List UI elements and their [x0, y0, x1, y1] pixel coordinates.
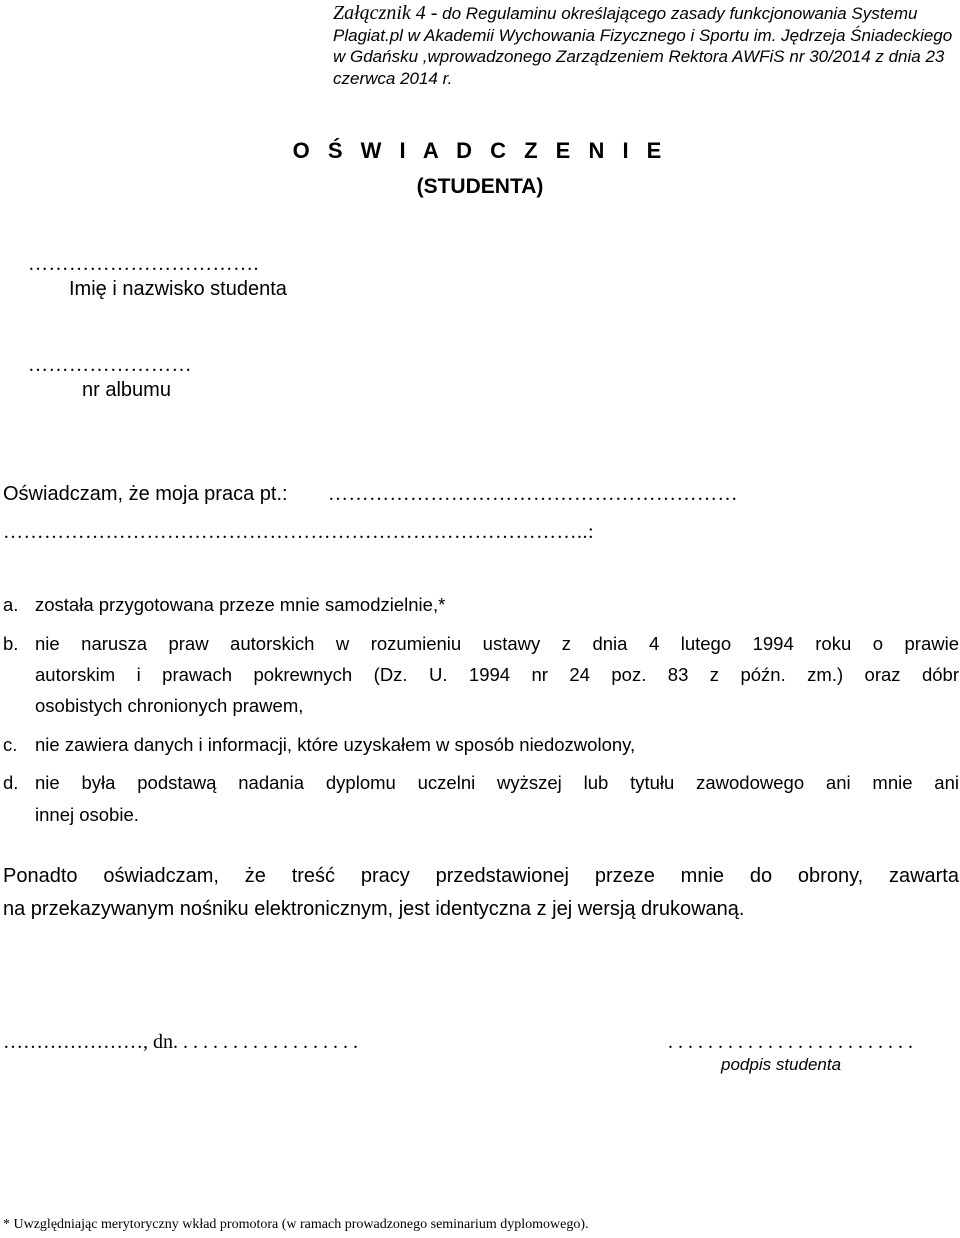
- item-c-marker: c.: [3, 734, 18, 755]
- footnote: * Uwzględniając merytoryczny wkład promotora (w ramach prowadzonego seminarium dyplomowego).: [3, 1217, 589, 1232]
- item-b-marker: b.: [3, 633, 19, 654]
- annex-text: do Regulaminu określającego zasady funkcjonowania Systemu Plagiat.pl w Akademii Wychowania Fizycznego i Sportu im. Jędrzeja Śniadeckiego w Gdańsku ,wprowadzonego Zarządzeniem Rektora AWFiS nr 30/2014 z dnia 23 czerwca 2014 r.: [333, 4, 953, 88]
- item-b-line-3: osobistych chronionych prawem,: [35, 695, 304, 716]
- title-dots-1: ……………………………………………………: [328, 483, 738, 505]
- student-name-dots: …………………………….: [28, 253, 259, 275]
- album-dots: ……………………: [28, 354, 192, 376]
- item-b-line-2: autorskim i prawach pokrewnych (Dz. U. 1994 nr 24 poz. 83 z późn. zm.) oraz dóbr: [35, 664, 959, 685]
- title-dots-2: …………………………………………………………………………..:: [3, 521, 595, 543]
- item-a-line-1: została przygotowana przeze mnie samodzielnie,*: [35, 594, 446, 615]
- item-a-marker: a.: [3, 594, 19, 615]
- item-d-line-1: nie była podstawą nadania dyplomu uczelni wyższej lub tytułu zawodowego ani mnie ani: [35, 772, 959, 793]
- student-name-label: Imię i nazwisko studenta: [69, 278, 287, 300]
- document-subtitle: (STUDENTA): [416, 175, 544, 198]
- annex-lead: Załącznik 4 -: [333, 2, 438, 24]
- closing-line-2: na przekazywanym nośniku elektronicznym, jest identyczna z jej wersją drukowaną.: [3, 898, 745, 920]
- item-b-line-1: nie narusza praw autorskich w rozumieniu ustawy z dnia 4 lutego 1994 roku o prawie: [35, 633, 959, 654]
- signature-label: podpis studenta: [721, 1055, 842, 1074]
- item-d-marker: d.: [3, 772, 19, 793]
- declaration-lead: Oświadczam, że moja praca pt.:: [3, 483, 288, 505]
- item-d-line-2: innej osobie.: [35, 804, 139, 825]
- place-date-line: …………………, dn. . . . . . . . . . . . . . . . . . .: [3, 1031, 358, 1053]
- closing-line-1: Ponadto oświadczam, że treść pracy przedstawionej przeze mnie do obrony, zawarta: [3, 865, 959, 887]
- annex-header: [333, 3, 955, 89]
- album-label: nr albumu: [82, 379, 171, 401]
- item-c-line-1: nie zawiera danych i informacji, które uzyskałem w sposób niedozwolony,: [35, 734, 636, 755]
- document-title: O Ś W I A D C Z E N I E: [292, 138, 668, 163]
- signature-dots: . . . . . . . . . . . . . . . . . . . . . . . . .: [668, 1031, 913, 1053]
